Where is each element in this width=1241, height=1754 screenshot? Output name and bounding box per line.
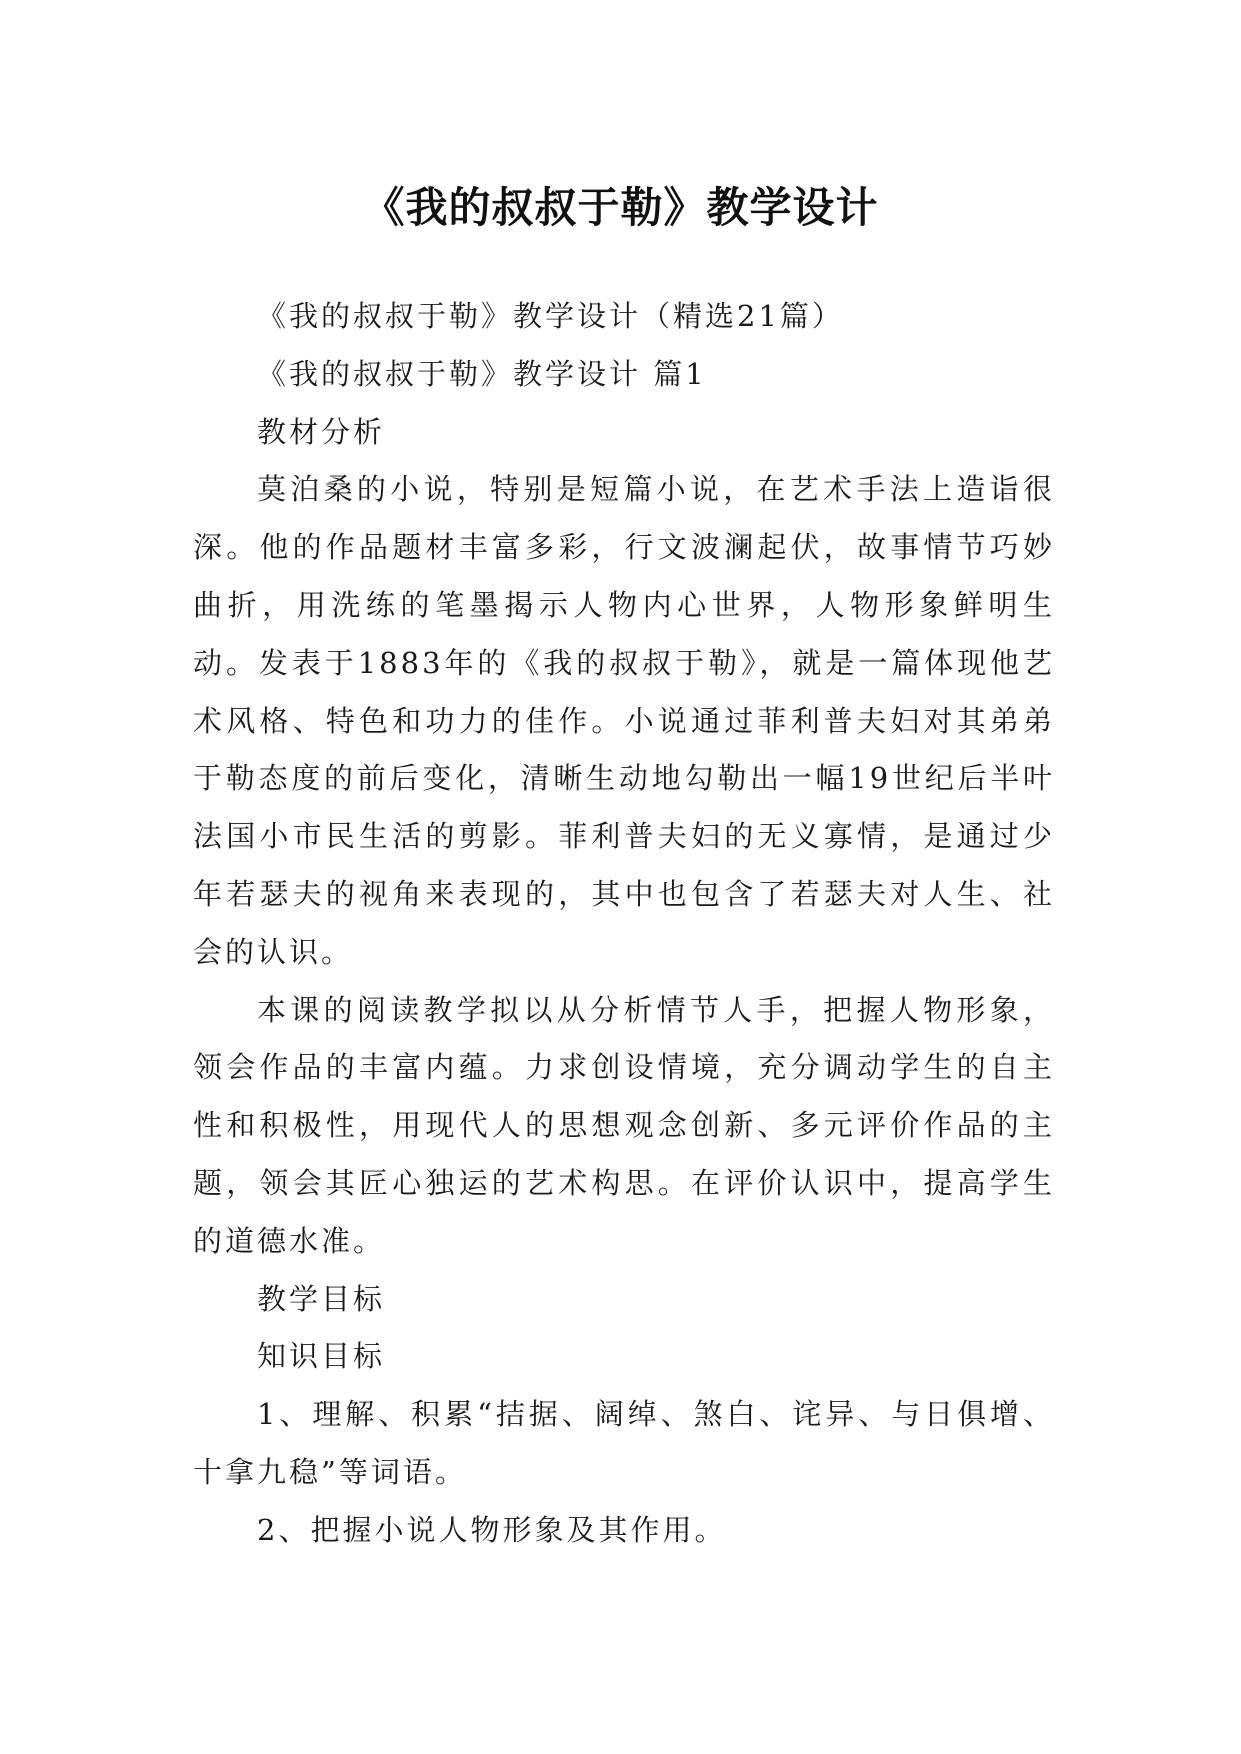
document-body [193,288,1055,1560]
collection-heading: 《我的叔叔于勒》教学设计（精选21篇） [257,299,844,333]
list-item-goal-2: 2、把握小说人物形象及其作用。 [257,1512,727,1547]
document-title: 《我的叔叔于勒》教学设计 [362,183,879,233]
subheading-material-analysis: 教材分析 [257,414,386,449]
list-item-goal-1: 1、理解、积累“拮据、阔绰、煞白、诧异、与日俱增、十拿九稳”等词语。 [193,1397,1055,1489]
subheading-teaching-goals: 教学目标 [257,1281,386,1316]
paragraph-analysis: 莫泊桑的小说，特别是短篇小说，在艺术手法上造诣很深。他的作品题材丰富多彩，行文波澜起伏，故事情节巧妙曲折，用洗练的笔墨揭示人物内心世界，人物形象鲜明生动。发表于1883年的《我的叔叔于勒》，就是一篇体现他艺术风格、特色和功力的佳作。小说通过菲利普夫妇对其弟弟于勒态度的前后变化，清晰生动地勾勒出一幅19世纪后半叶法国小市民生活的剪影。菲利普夫妇的无义寡情，是通过少年若瑟夫的视角来表现的，其中也包含了若瑟夫对人生、社会的认识。 [193,472,1055,969]
paragraph-teaching-approach: 本课的阅读教学拟以从分析情节人手，把握人物形象，领会作品的丰富内蕴。力求创设情境，充分调动学生的自主性和积极性，用现代人的思想观念创新、多元评价作品的主题，领会其匠心独运的艺术构思。在评价认识中，提高学生的道德水准。 [193,992,1055,1258]
section-heading: 《我的叔叔于勒》教学设计 篇1 [257,356,707,391]
subheading-knowledge-goals: 知识目标 [257,1339,386,1374]
